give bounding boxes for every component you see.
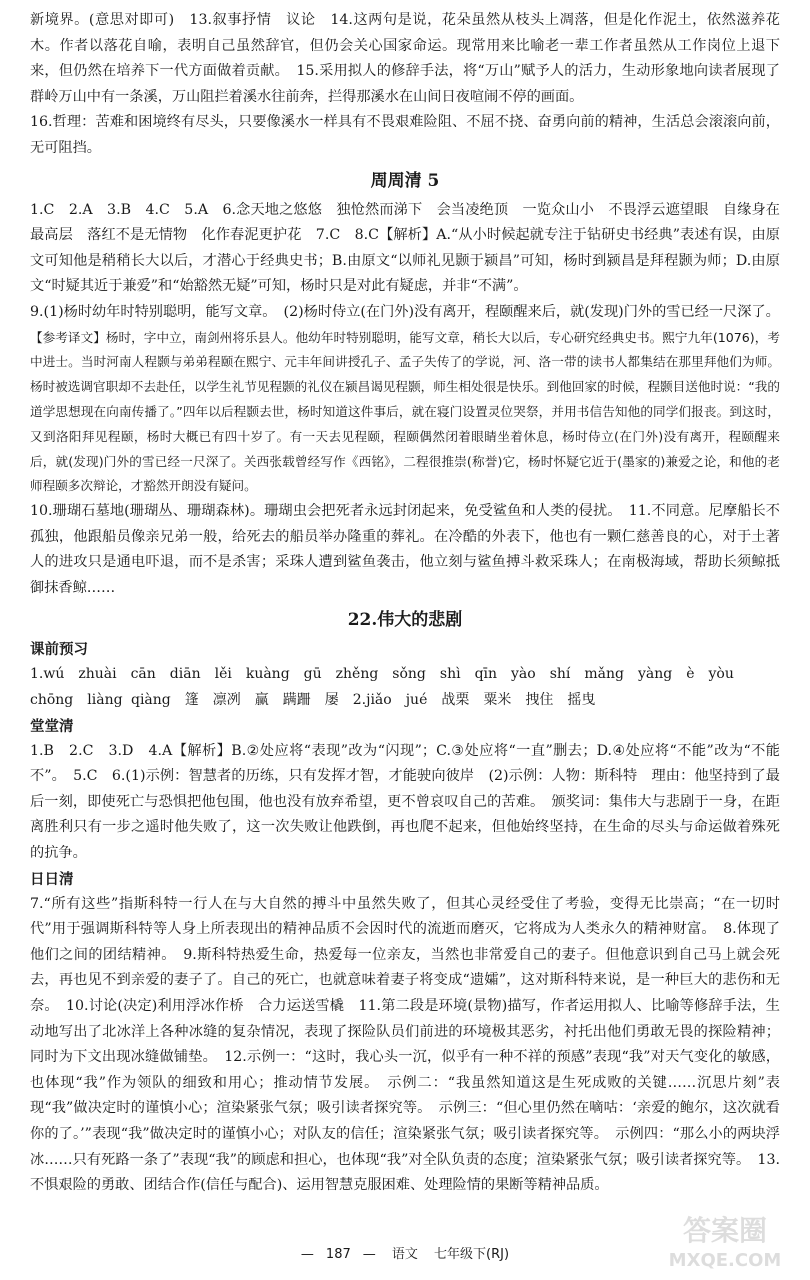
page-footer: — 187 — 语文 七年级下(RJ) — [300, 1247, 510, 1262]
section-title-zhouzhouqing: 周周清 5 — [370, 170, 440, 191]
section-title-lesson-22: 22.伟大的悲剧 — [347, 610, 463, 631]
zzq-paragraph-1: 1.C 2.A 3.B 4.C 5.A 6.念天地之悠悠 独怆然而涕下 会当凌绝顶 一览众山小 不畏浮云遮望眼 自缘身在最高层 落红不是无情物 化作春泥更护花 7.C 8.C【解析】A.“从小时候起就专注于钻研史书经典”表述有误，由原文可知他是稍稍长大以后，才潜心于经典史书；B.由原文“以师礼见颢于颍昌”可知，杨时到颍昌是拜程颢为师；D.由原文“时疑其近于兼爱”和“始豁然无疑”可知，杨时只是对此有疑虑，并非“不满”。 — [30, 201, 780, 295]
subhead-ttq: 堂堂清 — [30, 717, 74, 735]
pinyin-line-1: 1.wú zhuài cān diān lěi kuàng gū zhěng sǒng shì qīn yào shí mǎng yàng è yòu — [30, 666, 734, 683]
watermark-logo — [660, 1204, 790, 1274]
watermark-text-1: 答案圈 — [682, 1214, 768, 1247]
footer-subject: 语文 — [391, 1247, 418, 1262]
rrq-paragraph: 7.“所有这些”指斯科特一行人在与大自然的搏斗中虽然失败了，但其心灵经受住了考验，变得无比崇高；“在一切时代”用于强调斯科特等人身上所表现出的精神品质不会因时代的流逝而磨灭，它将成为人类永久的精神财富。 8.体现了他们之间的团结精神。 9.斯科特热爱生命，热爱每一位亲友，当然也非常爱自己的妻子。但他意识到自己马上就会死去，再也见不到亲爱的妻子了。自己的死亡，也就意味着妻子将变成“遗孀”，这对斯科特来说，是一种巨大的悲伤和无奈。 10.讨论(决定)利用浮冰作桥 合力运送雪橇 11.第二段是环境(景物)描写，作者运用拟人、比喻等修辞手法，生动地写出了北冰洋上各种冰缝的复杂情况，表现了探险队员们前进的环境极其恶劣，衬托出他们勇敢无畏的探险精神；同时为下文出现冰缝做铺垫。 12.示例一：“这时，我心头一沉，似乎有一种不祥的预感”表现“我”对天气变化的敏感，也体现“我”作为领队的细致和用心；推动情节发展。 示例二：“我虽然知道这是生死成败的关键……沉思片刻”表现“我”做决定时的谨慎小心；渲染紧张气氛；吸引读者探究等。 示例三：“但心里仍然在嘀咕：‘亲爱的鲍尔，这次就看你的了。’”表现“我”做决定时的谨慎小心；对队友的信任；渲染紧张气氛；吸引读者探究等。 示例四：“那么小的两块浮冰……只有死路一条了”表现“我”的顾虑和担心，也体现“我”对全队负责的态度；渲染紧张气氛；吸引读者探究等。 13.不惧艰险的勇敢、团结合作(信任与配合)、运用智慧克服困难、处理险情的果断等精神品质。 — [30, 895, 780, 1194]
pinyin-line-2: chōng liàng qiàng 篷 凛冽 赢 蹒跚 屡 2.jiǎo jué 战栗 粟米 拽住 摇曳 — [30, 692, 596, 709]
top-paragraph-1: 新境界。(意思对即可) 13.叙事抒情 议论 14.这两句是说，花朵虽然从枝头上凋落，但是化作泥土，依然滋养花木。作者以落花自喻，表明自己虽然辞官，但仍会关心国家命运。现常用来比喻老一辈工作者虽然从工作岗位上退下来，但仍然在培养下一代方面做着贡献。 15.采用拟人的修辞手法，将“万山”赋予人的活力，生动形象地向读者展现了群岭万山中有一条溪，万山阻拦着溪水往前奔，拦得那溪水在山间日夜喧闹不停的画面。 — [30, 12, 780, 105]
zzq-paragraph-2: 9.(1)杨时幼年时特别聪明，能写文章。 (2)杨时侍立(在门外)没有离开，程颐醒来后，就(发现)门外的雪已经一尺深了。 — [30, 303, 780, 320]
subhead-kqyx: 课前预习 — [30, 641, 88, 659]
footer-grade: 七年级下(RJ) — [434, 1247, 510, 1262]
page-number: 187 — [325, 1247, 351, 1262]
reference-translation: 【参考译文】杨时，字中立，南剑州将乐县人。他幼年时特别聪明，能写文章，稍长大以后，专心研究经典史书。熙宁九年(1076)，考中进士。当时河南人程颢与弟弟程颐在熙宁、元丰年间讲授孔子、孟子失传了的学说，河、洛一带的读书人都集结在那里拜他们为师。杨时被选调官职却不去赴任，以学生礼节见程颢的礼仪在颍昌谒见程颢，师生相处很是快乐。到他回家的时候，程颢目送他时说：“我的道学思想现在向南传播了。”四年以后程颢去世，杨时知道这件事后，就在寝门设置灵位哭祭，并用书信告知他的同学们报丧。到这时，又到洛阳拜见程颐，杨时大概已有四十岁了。有一天去见程颐，程颐偶然闭着眼睛坐着休息，杨时侍立(在门外)没有离开，程颐醒来后，就(发现)门外的雪已经一尺深了。关西张载曾经写作《西铭》，二程很推崇(称誉)它，杨时怀疑它近于(墨家的)兼爱之论，和他的老师程颐多次辩论，才豁然开朗没有疑问。 — [30, 329, 780, 494]
subhead-rrq: 日日清 — [30, 870, 74, 888]
watermark-text-2: MXQE.COM — [668, 1250, 782, 1271]
zzq-paragraph-3: 10.珊瑚石墓地(珊瑚丛、珊瑚森林)。珊瑚虫会把死者永远封闭起来，免受鲨鱼和人类的侵扰。 11.不同意。尼摩船长不孤独，他跟船员像亲兄弟一般，给死去的船员举办隆重的葬礼。在冷酷的外表下，他也有一颗仁慈善良的心，对于土著人的进攻只是通电吓退，而不是杀害；采珠人遭到鲨鱼袭击，他立刻与鲨鱼搏斗救采珠人；在南极海域，帮助长须鲸抵御抹香鲸…… — [30, 503, 780, 596]
answer-page — [30, 8, 780, 1199]
top-paragraph-2: 16.哲理：苦难和困境终有尽头，只要像溪水一样具有不畏艰难险阻、不屈不挠、奋勇向前的精神，生活总会滚滚向前，无可阻挡。 — [30, 114, 780, 156]
ttq-paragraph: 1.B 2.C 3.D 4.A【解析】B.②处应将“表现”改为“闪现”；C.③处应将“一直”删去；D.④处应将“不能”改为“不能不”。 5.C 6.(1)示例：智慧者的历练，只有发挥才智，才能驶向彼岸 (2)示例：人物：斯科特 理由：他坚持到了最后一刻，即使死亡与恐惧把他包围，他也没有放弃希望，更不曾哀叹自己的苦难。 颁奖词：集伟大与悲剧于一身，在距离胜利只有一步之遥时他失败了，这一次失败让他跌倒，再也爬不起来，但他始终坚持，在生命的尽头与命运做着殊死的抗争。 — [30, 742, 780, 862]
